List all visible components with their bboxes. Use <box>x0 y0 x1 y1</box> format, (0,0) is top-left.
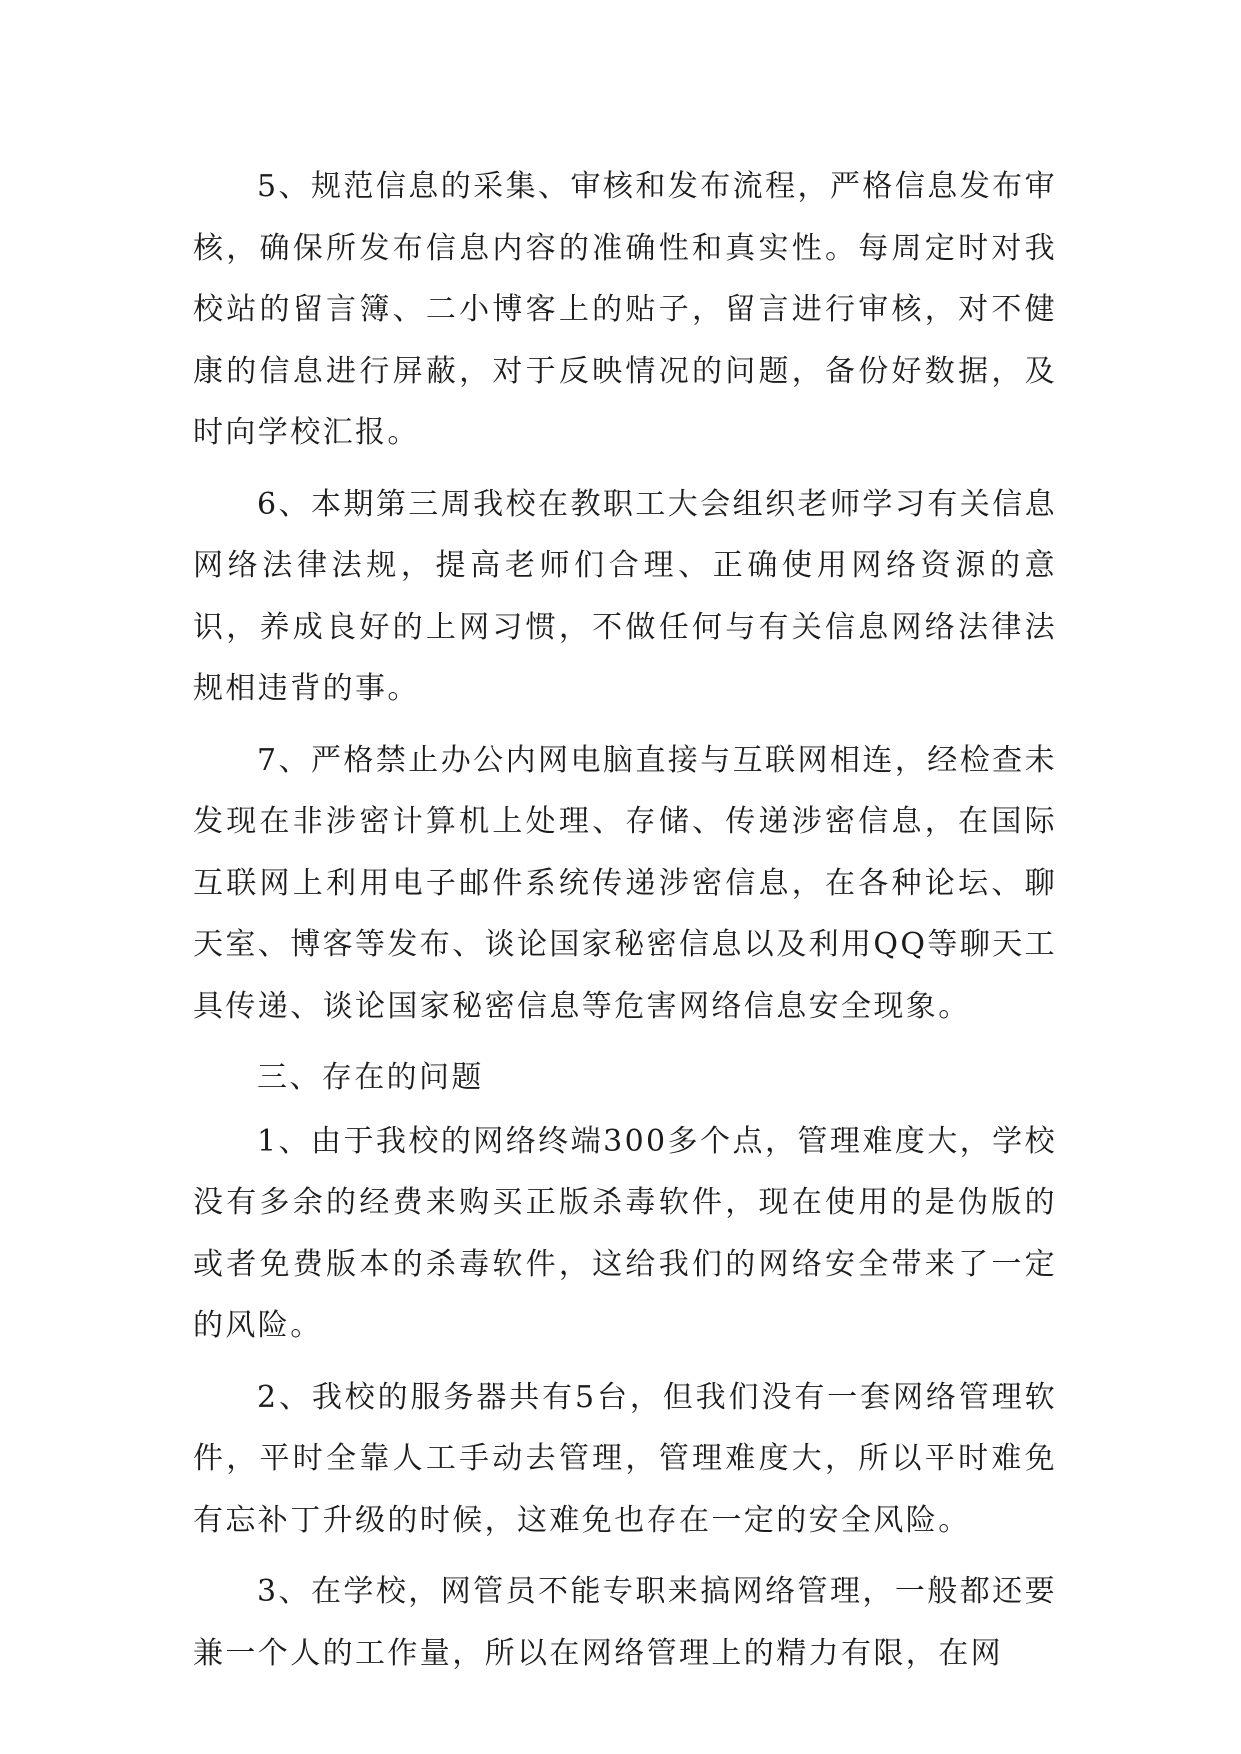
paragraph-item-5: 5、规范信息的采集、审核和发布流程，严格信息发布审核，确保所发布信息内容的准确性和真实性。每周定时对我校站的留言簿、二小博客上的贴子，留言进行审核，对不健康的信息进行屏蔽，对于反映情况的问题，备份好数据，及时向学校汇报。 <box>193 169 1057 450</box>
problem-item-1: 1、由于我校的网络终端300多个点，管理难度大，学校没有多余的经费来购买正版杀毒软件，现在使用的是伪版的或者免费版本的杀毒软件，这给我们的网络安全带来了一定的风险。 <box>193 1123 1057 1343</box>
problem-item-3: 3、在学校，网管员不能专职来搞网络管理，一般都还要兼一个人的工作量，所以在网络管理上的精力有限，在网 <box>193 1574 1057 1671</box>
paragraph-item-6: 6、本期第三周我校在教职工大会组织老师学习有关信息网络法律法规，提高老师们合理、正确使用网络资源的意识，养成良好的上网习惯，不做任何与有关信息网络法律法规相违背的事。 <box>193 486 1057 706</box>
section-heading-existing-problems: 三、存在的问题 <box>257 1060 484 1095</box>
paragraph-item-7: 7、严格禁止办公内网电脑直接与互联网相连，经检查未发现在非涉密计算机上处理、存储、传递涉密信息，在国际互联网上利用电子邮件系统传递涉密信息，在各种论坛、聊天室、博客等发布、谈论国家秘密信息以及利用QQ等聊天工具传递、谈论国家秘密信息等危害网络信息安全现象。 <box>193 742 1057 1024</box>
document-body <box>193 156 1057 1694</box>
problem-item-2: 2、我校的服务器共有5台，但我们没有一套网络管理软件，平时全靠人工手动去管理，管理难度大，所以平时难免有忘补丁升级的时候，这难免也存在一定的安全风险。 <box>193 1379 1057 1538</box>
